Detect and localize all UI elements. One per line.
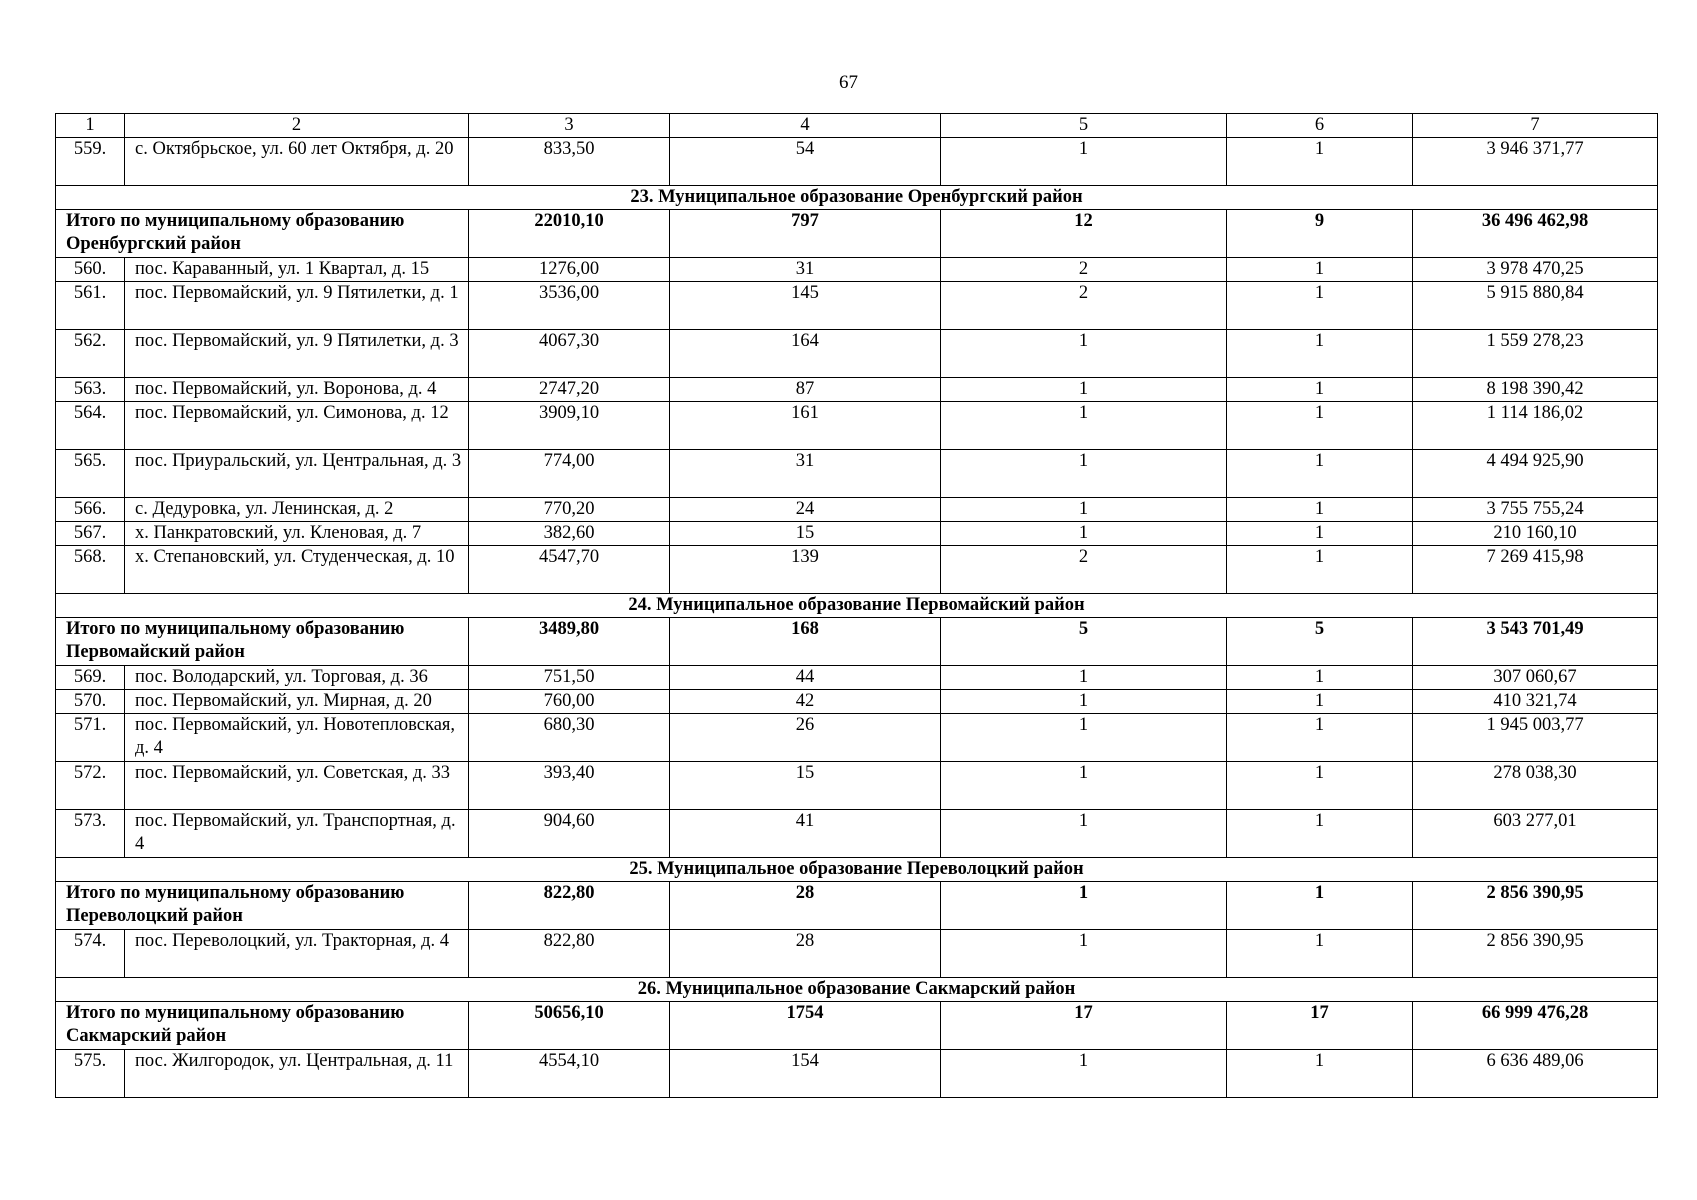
row-sum: 1 945 003,77 — [1413, 714, 1658, 762]
row-col6: 1 — [1227, 762, 1413, 810]
total-row — [56, 618, 1658, 666]
row-col6: 1 — [1227, 258, 1413, 282]
row-people: 24 — [670, 498, 941, 522]
section-title: 26. Муниципальное образование Сакмарский район — [56, 978, 1658, 1002]
section-title: 24. Муниципальное образование Первомайский район — [56, 594, 1658, 618]
row-col5: 1 — [941, 402, 1227, 450]
row-col5: 2 — [941, 546, 1227, 594]
section-title: 23. Муниципальное образование Оренбургский район — [56, 186, 1658, 210]
total-col6: 1 — [1227, 882, 1413, 930]
total-sum: 36 496 462,98 — [1413, 210, 1658, 258]
total-label: Итого по муниципальному образованию Переволоцкий район — [56, 882, 469, 930]
row-address: пос. Первомайский, ул. Новотепловская, д. 4 — [125, 714, 469, 762]
section-header-row — [56, 858, 1658, 882]
row-address: пос. Приуральский, ул. Центральная, д. 3 — [125, 450, 469, 498]
row-people: 54 — [670, 138, 941, 186]
row-address: х. Панкратовский, ул. Кленовая, д. 7 — [125, 522, 469, 546]
row-number: 562. — [56, 330, 125, 378]
header-cell: 1 — [56, 114, 125, 138]
row-number: 573. — [56, 810, 125, 858]
row-sum: 3 755 755,24 — [1413, 498, 1658, 522]
row-address: пос. Первомайский, ул. 9 Пятилетки, д. 3 — [125, 330, 469, 378]
row-sum: 1 114 186,02 — [1413, 402, 1658, 450]
section-title: 25. Муниципальное образование Переволоцкий район — [56, 858, 1658, 882]
table-row — [56, 810, 1658, 858]
row-people: 28 — [670, 930, 941, 978]
total-row — [56, 1002, 1658, 1050]
row-col6: 1 — [1227, 666, 1413, 690]
row-people: 41 — [670, 810, 941, 858]
row-col6: 1 — [1227, 522, 1413, 546]
row-number: 559. — [56, 138, 125, 186]
column-number-header — [56, 114, 1658, 138]
row-col5: 1 — [941, 330, 1227, 378]
table-row — [56, 402, 1658, 450]
total-area: 50656,10 — [469, 1002, 670, 1050]
row-address: пос. Первомайский, ул. Советская, д. 33 — [125, 762, 469, 810]
table-row — [56, 498, 1658, 522]
table-row — [56, 714, 1658, 762]
row-area: 4067,30 — [469, 330, 670, 378]
row-area: 680,30 — [469, 714, 670, 762]
table-row — [56, 138, 1658, 186]
row-people: 31 — [670, 258, 941, 282]
row-area: 822,80 — [469, 930, 670, 978]
row-address: пос. Первомайский, ул. Транспортная, д. 4 — [125, 810, 469, 858]
table-row — [56, 378, 1658, 402]
row-address: с. Дедуровка, ул. Ленинская, д. 2 — [125, 498, 469, 522]
row-area: 833,50 — [469, 138, 670, 186]
row-col6: 1 — [1227, 402, 1413, 450]
row-people: 15 — [670, 522, 941, 546]
row-number: 563. — [56, 378, 125, 402]
row-number: 566. — [56, 498, 125, 522]
table-row — [56, 930, 1658, 978]
row-area: 760,00 — [469, 690, 670, 714]
row-col6: 1 — [1227, 498, 1413, 522]
total-label: Итого по муниципальному образованию Сакмарский район — [56, 1002, 469, 1050]
row-area: 393,40 — [469, 762, 670, 810]
table-row — [56, 450, 1658, 498]
row-col5: 1 — [941, 522, 1227, 546]
row-col6: 1 — [1227, 378, 1413, 402]
total-col6: 5 — [1227, 618, 1413, 666]
total-sum: 3 543 701,49 — [1413, 618, 1658, 666]
row-sum: 4 494 925,90 — [1413, 450, 1658, 498]
row-address: с. Октябрьское, ул. 60 лет Октября, д. 20 — [125, 138, 469, 186]
row-people: 145 — [670, 282, 941, 330]
total-people: 797 — [670, 210, 941, 258]
row-sum: 7 269 415,98 — [1413, 546, 1658, 594]
row-sum: 5 915 880,84 — [1413, 282, 1658, 330]
row-sum: 8 198 390,42 — [1413, 378, 1658, 402]
header-cell: 7 — [1413, 114, 1658, 138]
row-people: 44 — [670, 666, 941, 690]
row-col5: 1 — [941, 810, 1227, 858]
header-cell: 3 — [469, 114, 670, 138]
row-people: 15 — [670, 762, 941, 810]
total-label: Итого по муниципальному образованию Первомайский район — [56, 618, 469, 666]
row-number: 572. — [56, 762, 125, 810]
row-number: 565. — [56, 450, 125, 498]
table-row — [56, 690, 1658, 714]
row-col6: 1 — [1227, 930, 1413, 978]
row-address: пос. Переволоцкий, ул. Тракторная, д. 4 — [125, 930, 469, 978]
row-col5: 1 — [941, 666, 1227, 690]
page-number: 67 — [839, 72, 858, 93]
row-sum: 1 559 278,23 — [1413, 330, 1658, 378]
row-col6: 1 — [1227, 1050, 1413, 1098]
row-area: 4554,10 — [469, 1050, 670, 1098]
row-people: 154 — [670, 1050, 941, 1098]
row-col6: 1 — [1227, 330, 1413, 378]
row-number: 575. — [56, 1050, 125, 1098]
header-cell: 6 — [1227, 114, 1413, 138]
row-area: 770,20 — [469, 498, 670, 522]
total-people: 1754 — [670, 1002, 941, 1050]
table-row — [56, 258, 1658, 282]
row-col6: 1 — [1227, 810, 1413, 858]
row-col6: 1 — [1227, 714, 1413, 762]
row-sum: 307 060,67 — [1413, 666, 1658, 690]
row-col5: 1 — [941, 378, 1227, 402]
total-area: 822,80 — [469, 882, 670, 930]
table-row — [56, 330, 1658, 378]
row-col5: 1 — [941, 450, 1227, 498]
header-cell: 2 — [125, 114, 469, 138]
row-col6: 1 — [1227, 546, 1413, 594]
row-number: 561. — [56, 282, 125, 330]
row-area: 3536,00 — [469, 282, 670, 330]
row-sum: 3 978 470,25 — [1413, 258, 1658, 282]
row-sum: 3 946 371,77 — [1413, 138, 1658, 186]
row-address: пос. Первомайский, ул. Симонова, д. 12 — [125, 402, 469, 450]
row-address: пос. Первомайский, ул. Воронова, д. 4 — [125, 378, 469, 402]
total-label: Итого по муниципальному образованию Оренбургский район — [56, 210, 469, 258]
section-header-row — [56, 186, 1658, 210]
header-cell: 4 — [670, 114, 941, 138]
table-row — [56, 546, 1658, 594]
row-col5: 1 — [941, 498, 1227, 522]
row-col5: 2 — [941, 282, 1227, 330]
row-area: 4547,70 — [469, 546, 670, 594]
row-number: 571. — [56, 714, 125, 762]
row-address: пос. Володарский, ул. Торговая, д. 36 — [125, 666, 469, 690]
total-col5: 1 — [941, 882, 1227, 930]
table-row — [56, 666, 1658, 690]
row-area: 382,60 — [469, 522, 670, 546]
row-col6: 1 — [1227, 690, 1413, 714]
total-area: 22010,10 — [469, 210, 670, 258]
table-row — [56, 762, 1658, 810]
row-col5: 1 — [941, 762, 1227, 810]
register-table — [55, 113, 1658, 1098]
row-sum: 2 856 390,95 — [1413, 930, 1658, 978]
total-sum: 2 856 390,95 — [1413, 882, 1658, 930]
row-area: 751,50 — [469, 666, 670, 690]
total-people: 168 — [670, 618, 941, 666]
total-row — [56, 210, 1658, 258]
row-col6: 1 — [1227, 450, 1413, 498]
row-number: 569. — [56, 666, 125, 690]
row-area: 3909,10 — [469, 402, 670, 450]
row-sum: 278 038,30 — [1413, 762, 1658, 810]
row-people: 164 — [670, 330, 941, 378]
row-col5: 1 — [941, 714, 1227, 762]
row-number: 574. — [56, 930, 125, 978]
row-people: 139 — [670, 546, 941, 594]
row-area: 904,60 — [469, 810, 670, 858]
table-row — [56, 1050, 1658, 1098]
total-sum: 66 999 476,28 — [1413, 1002, 1658, 1050]
row-number: 570. — [56, 690, 125, 714]
row-sum: 210 160,10 — [1413, 522, 1658, 546]
row-address: пос. Жилгородок, ул. Центральная, д. 11 — [125, 1050, 469, 1098]
row-people: 87 — [670, 378, 941, 402]
total-col5: 12 — [941, 210, 1227, 258]
row-col6: 1 — [1227, 282, 1413, 330]
total-col6: 9 — [1227, 210, 1413, 258]
row-col5: 1 — [941, 930, 1227, 978]
row-address: пос. Первомайский, ул. 9 Пятилетки, д. 1 — [125, 282, 469, 330]
row-area: 774,00 — [469, 450, 670, 498]
section-header-row — [56, 594, 1658, 618]
row-address: пос. Караванный, ул. 1 Квартал, д. 15 — [125, 258, 469, 282]
row-col5: 1 — [941, 1050, 1227, 1098]
row-col5: 1 — [941, 690, 1227, 714]
row-area: 2747,20 — [469, 378, 670, 402]
total-people: 28 — [670, 882, 941, 930]
row-col5: 1 — [941, 138, 1227, 186]
total-col5: 17 — [941, 1002, 1227, 1050]
row-number: 560. — [56, 258, 125, 282]
row-number: 567. — [56, 522, 125, 546]
total-area: 3489,80 — [469, 618, 670, 666]
row-sum: 603 277,01 — [1413, 810, 1658, 858]
table-body — [56, 114, 1658, 1098]
total-col6: 17 — [1227, 1002, 1413, 1050]
table-row — [56, 522, 1658, 546]
row-people: 161 — [670, 402, 941, 450]
row-col6: 1 — [1227, 138, 1413, 186]
total-row — [56, 882, 1658, 930]
total-col5: 5 — [941, 618, 1227, 666]
row-sum: 410 321,74 — [1413, 690, 1658, 714]
row-number: 564. — [56, 402, 125, 450]
row-sum: 6 636 489,06 — [1413, 1050, 1658, 1098]
header-cell: 5 — [941, 114, 1227, 138]
row-address: пос. Первомайский, ул. Мирная, д. 20 — [125, 690, 469, 714]
row-number: 568. — [56, 546, 125, 594]
table-row — [56, 282, 1658, 330]
row-people: 26 — [670, 714, 941, 762]
row-col5: 2 — [941, 258, 1227, 282]
row-area: 1276,00 — [469, 258, 670, 282]
row-people: 31 — [670, 450, 941, 498]
row-people: 42 — [670, 690, 941, 714]
section-header-row — [56, 978, 1658, 1002]
row-address: х. Степановский, ул. Студенческая, д. 10 — [125, 546, 469, 594]
